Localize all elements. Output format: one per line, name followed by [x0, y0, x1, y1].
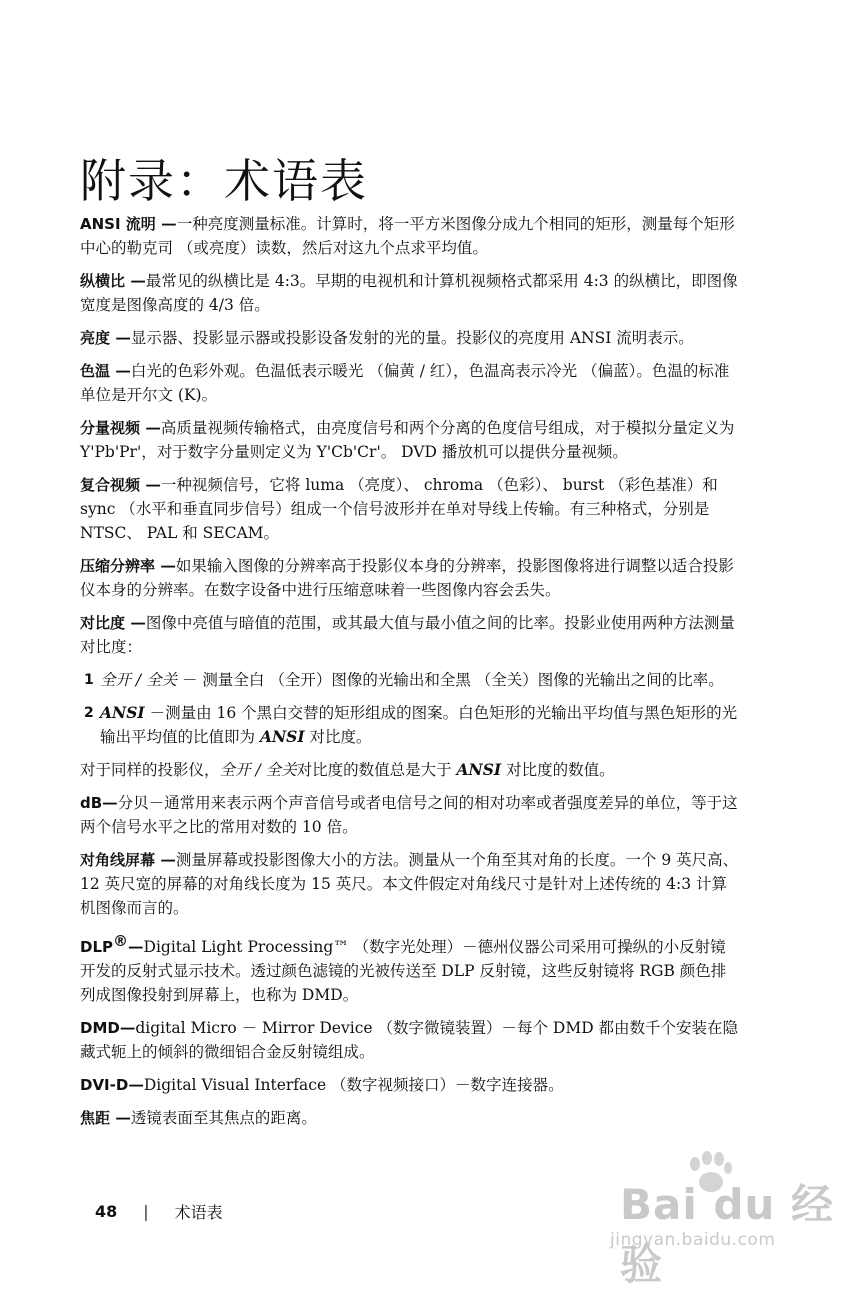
entry-term: 焦距	[80, 1109, 111, 1128]
entry-text: 图像中亮值与暗值的范围，或其最大值与最小值之间的比率。投影业使用两种方法测量对比度：	[80, 614, 735, 656]
entry-term: ANSI 流明	[80, 215, 156, 233]
glossary-entry	[80, 416, 740, 464]
entry-dash: —	[155, 214, 177, 233]
entry-dash: —	[125, 613, 146, 632]
entry-dash: —	[140, 475, 161, 494]
note-emphasis: ANSI	[456, 760, 502, 779]
entry-term: 分量视频	[80, 419, 141, 437]
entry-dash: —	[102, 793, 118, 812]
contrast-note	[80, 758, 740, 782]
entry-term: 对比度	[80, 614, 126, 632]
entry-text: digital Micro － Mirror Device （数字微镜装置）－每个 DMD 都由数千个安装在隐藏式轭上的倾斜的微细铝合金反射镜组成。	[80, 1019, 739, 1062]
glossary-entry	[80, 269, 740, 317]
list-body: －测量由 16 个黑白交替的矩形组成的图案。白色矩形的光输出平均值与黑色矩形的光输出平均值的比值即为	[100, 704, 738, 746]
entry-dash: —	[128, 1075, 144, 1095]
glossary-entry	[80, 791, 740, 839]
entry-dash: —	[110, 1108, 131, 1128]
glossary-content	[80, 212, 740, 1139]
page-number: 48	[95, 1202, 118, 1221]
entry-dash: —	[128, 937, 144, 957]
list-item	[84, 668, 740, 692]
entry-term: 亮度	[80, 329, 111, 347]
baidu-watermark	[590, 1150, 840, 1289]
entry-text: 白光的色彩外观。色温低表示暖光 （偏黄 / 红），色温高表示冷光 （偏蓝）。色温的标准单位是开尔文 (K)。	[80, 362, 730, 404]
glossary-entry	[80, 611, 740, 659]
entry-term: DLP	[80, 938, 114, 957]
list-text	[100, 701, 740, 749]
registered-mark: ®	[113, 932, 129, 950]
list-body: － 测量全白 （全开）图像的光输出和全黑 （全关）图像的光输出之间的比率。	[177, 671, 724, 689]
list-emphasis: ANSI	[259, 727, 305, 746]
note-emphasis: 全开 / 全关	[219, 761, 297, 779]
entry-term: 复合视频	[80, 476, 141, 494]
entry-dash: —	[155, 850, 176, 869]
page-title: 附录：术语表	[80, 154, 368, 208]
list-body: 对比度。	[304, 728, 372, 746]
entry-term: 压缩分辨率	[80, 557, 156, 575]
page-footer	[95, 1200, 223, 1223]
glossary-entry	[80, 473, 740, 545]
entry-text: 最常见的纵横比是 4:3。早期的电视机和计算机视频格式都采用 4:3 的纵横比，即图像宽度是图像高度的 4/3 倍。	[80, 272, 738, 314]
list-text	[100, 668, 740, 692]
entry-term: dB	[80, 794, 103, 812]
glossary-entry	[80, 848, 740, 920]
glossary-entry	[80, 359, 740, 407]
entry-term: DVI-D	[80, 1076, 129, 1095]
footer-separator: |	[143, 1202, 149, 1221]
list-item	[84, 701, 740, 749]
entry-text: 一种视频信号，它将 luma （亮度）、 chroma （色彩）、 burst （彩色基准）和 sync （水平和垂直同步信号）组成一个信号波形并在单对导线上传输。有三种格式，分别是 NTSC、 PAL 和 SECAM。	[80, 476, 718, 542]
note-text: 对比度的数值总是大于	[296, 761, 457, 779]
entry-dash: —	[140, 418, 161, 437]
entry-text: 显示器、投影显示器或投影设备发射的光的量。投影仪的亮度用 ANSI 流明表示。	[130, 329, 694, 347]
entry-text: Digital Light Processing™ （数字光处理）－德州仪器公司采用可操纵的小反射镜开发的反射式显示技术。透过颜色滤镜的光被传送至 DLP 反射镜，这些反射镜将 RGB 颜色排列成图像投射到屏幕上，也称为 DMD。	[80, 938, 727, 1005]
entry-term: 色温	[80, 362, 111, 380]
entry-text: 透镜表面至其焦点的距离。	[130, 1109, 317, 1128]
note-text: 对于同样的投影仪，	[80, 761, 220, 779]
entry-dash: —	[125, 271, 146, 290]
glossary-entry	[80, 326, 740, 350]
entry-dash: —	[119, 1018, 136, 1038]
list-emphasis: ANSI	[100, 703, 145, 722]
entry-text: 如果输入图像的分辨率高于投影仪本身的分辨率，投影图像将进行调整以适合投影仪本身的分辨率。在数字设备中进行压缩意味着一些图像内容会丢失。	[80, 557, 734, 599]
glossary-entry	[80, 929, 740, 1007]
list-number: 1	[84, 672, 94, 688]
glossary-entry	[80, 554, 740, 602]
glossary-entry	[80, 1106, 740, 1130]
list-number: 2	[84, 705, 94, 721]
glossary-entry	[80, 1073, 740, 1097]
entry-dash: —	[110, 361, 131, 380]
entry-term: 纵横比	[80, 272, 126, 290]
entry-term: 对角线屏幕	[80, 851, 156, 869]
entry-text: 测量屏幕或投影图像大小的方法。测量从一个角至其对角的长度。一个 9 英尺高、 12 英尺宽的屏幕的对角线长度为 15 英尺。本文件假定对角线尺寸是针对上述传统的 4:3 计算机图像而言的。	[80, 851, 739, 917]
note-text: 对比度的数值。	[501, 761, 615, 779]
glossary-entry	[80, 212, 740, 260]
footer-section: 术语表	[174, 1203, 223, 1222]
entry-dash: —	[110, 328, 131, 347]
glossary-entry	[80, 1016, 740, 1064]
entry-text: Digital Visual Interface （数字视频接口）－数字连接器。	[143, 1076, 564, 1095]
watermark-logo: Bai du 经验	[620, 1180, 834, 1289]
entry-text: 分贝－通常用来表示两个声音信号或者电信号之间的相对功率或者强度差异的单位，等于这两个信号水平之比的常用对数的 10 倍。	[80, 794, 738, 836]
entry-term: DMD	[80, 1019, 120, 1038]
entry-text: 高质量视频传输格式，由亮度信号和两个分离的色度信号组成，对于模拟分量定义为 Y'Pb'Pr'，对于数字分量则定义为 Y'Cb'Cr'。 DVD 播放机可以提供分量视频。	[80, 419, 735, 461]
entry-dash: —	[155, 556, 176, 575]
entry-text: 一种亮度测量标准。计算时，将一平方米图像分成九个相同的矩形，测量每个矩形中心的勒克司 （或亮度）读数，然后对这九个点求平均值。	[80, 215, 735, 257]
watermark-url: jingyan.baidu.com	[610, 1230, 776, 1250]
list-emphasis: 全开 / 全关	[100, 671, 178, 689]
